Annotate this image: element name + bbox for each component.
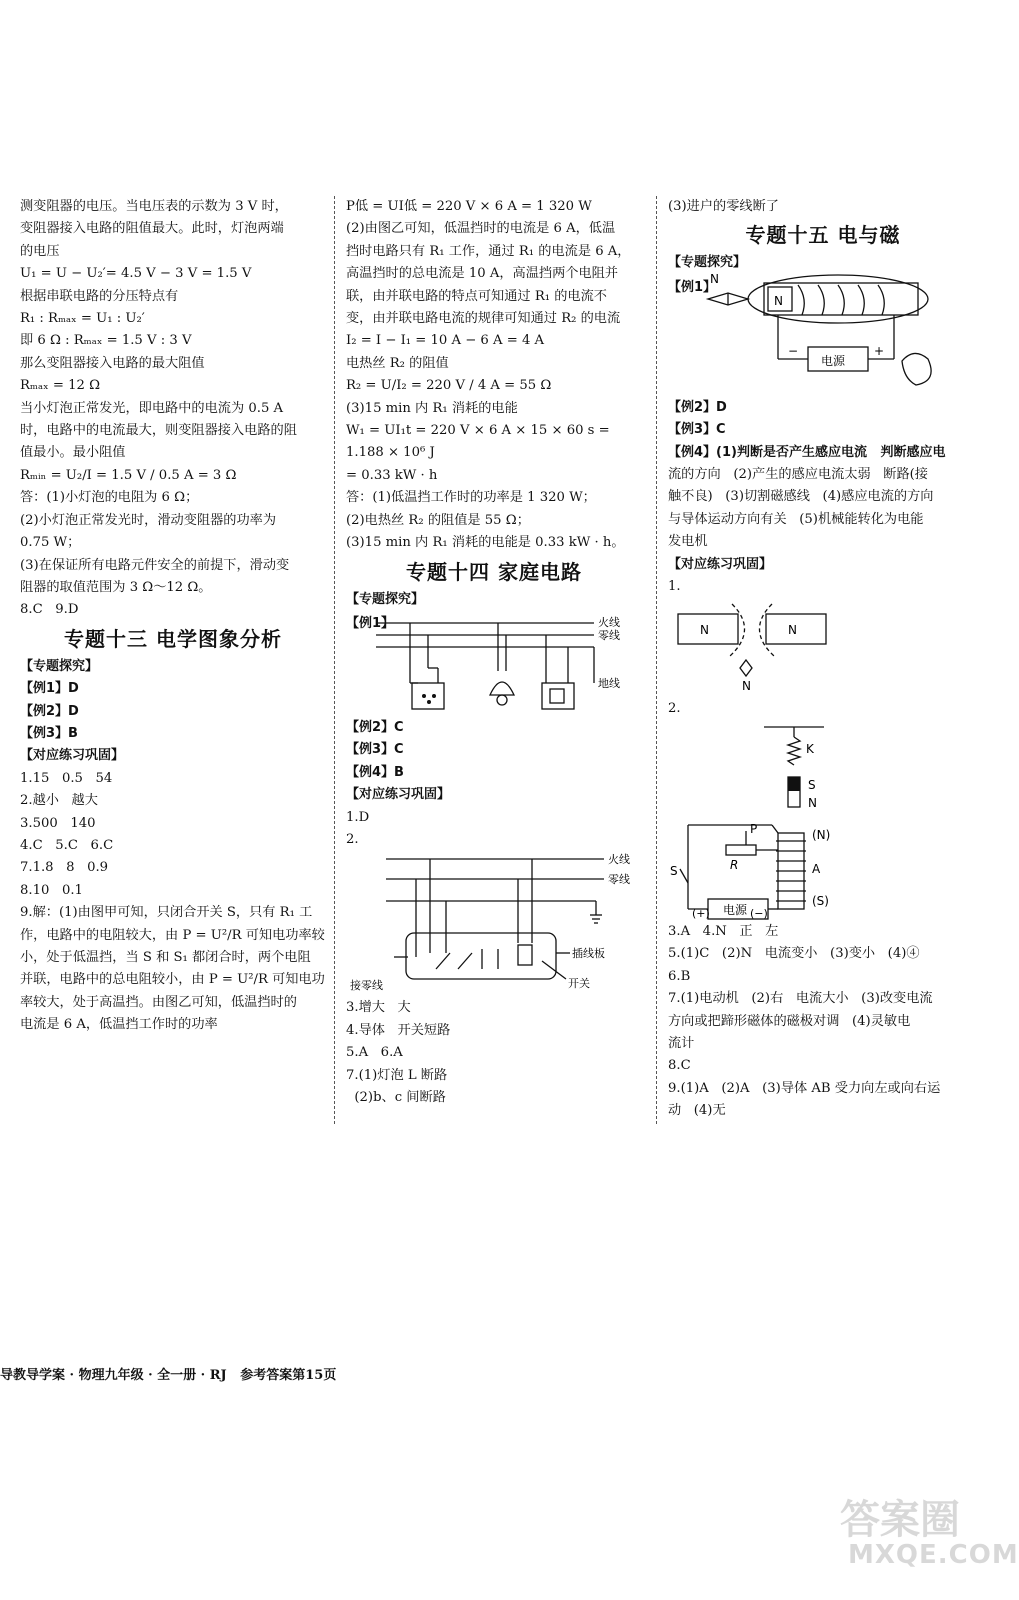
column-1-answers <box>20 656 326 1037</box>
column-2-lines <box>346 196 642 555</box>
text-line: 【例3】B <box>20 725 78 741</box>
text-line: 8.C <box>668 1058 691 1074</box>
fire-line-label: 火线 <box>598 615 620 629</box>
text-line: 方向或把蹄形磁体的磁极对调 (4)灵敏电 <box>668 1013 911 1029</box>
watermark-text: 答案圈 <box>840 1497 960 1543</box>
text-line: 阻器的取值范围为 3 Ω～12 Ω。 <box>20 579 212 595</box>
text-line: P低 = UI低 = 220 V × 6 A = 1 320 W <box>346 199 592 214</box>
text-line: U₁ = U − U₂′= 4.5 V − 3 V = 1.5 V <box>20 266 252 282</box>
slider-p-label: P <box>750 821 758 836</box>
text-line: 发电机 <box>668 534 708 550</box>
example-1-label: 【例1】 <box>346 615 395 631</box>
column-divider <box>334 196 335 1124</box>
text-line: 【例4】(1)判断是否产生感应电流 判断感应电 <box>668 444 946 460</box>
item-2-label: 2. <box>668 701 681 717</box>
magnet-n-label: N <box>808 795 817 810</box>
text-line: 变，由并联电路电流的规律可知通过 R₂ 的电流 <box>346 311 621 327</box>
text-line: 5.A 6.A <box>346 1045 403 1061</box>
text-line: 触不良) (3)切割磁感线 (4)感应电流的方向 <box>668 489 934 505</box>
coil-n-label: (N) <box>812 827 831 842</box>
electromagnet-figure <box>668 271 978 397</box>
text-line: 0.75 W； <box>20 535 81 551</box>
text-line: 【例2】D <box>20 703 79 719</box>
text-line: 1.15 0.5 54 <box>20 770 113 786</box>
text-line: 动 (4)无 <box>668 1103 726 1119</box>
text-line: 答：(1)低温挡工作时的功率是 1 320 W； <box>346 490 596 506</box>
magnet-s-label: S <box>808 777 816 792</box>
text-line: 8.10 0.1 <box>20 882 83 898</box>
text-line: 【对应练习巩固】 <box>668 556 773 572</box>
minus-label: (−) <box>750 906 768 920</box>
text-line: 2. <box>346 831 359 847</box>
text-line: = 0.33 kW · h <box>346 467 438 483</box>
plus-terminal-label: + <box>874 343 885 358</box>
example-1-label: 【例1】 <box>668 279 717 295</box>
text-line: 8.C 9.D <box>20 602 79 618</box>
watermark-url: MXQE.COM <box>848 1540 1019 1570</box>
text-line: 联，由并联电路的特点可知通过 R₁ 的电流不 <box>346 288 607 304</box>
spring-k-label: K <box>806 741 814 756</box>
left-magnet-n-label: N <box>700 623 709 638</box>
heading-topic-15: 专题十五 电与磁 <box>745 223 901 248</box>
household-circuit-diagram-2 <box>346 853 642 995</box>
text-line: 电流是 6 A，低温挡工作时的功率 <box>20 1017 218 1033</box>
text-line: 挡时电路只有 R₁ 工作，通过 R₁ 的电流是 6 A， <box>346 243 631 259</box>
text-line: 3.增大 大 <box>346 1000 411 1016</box>
text-line: 小，处于低温挡，当 S 和 S₁ 都闭合时，两个电阻 <box>20 950 311 965</box>
switch-s-label: S <box>670 863 678 878</box>
text-line: R₁ : Rₘₐₓ = U₁ : U₂′ <box>20 311 145 327</box>
text-line: 高温挡时的总电流是 10 A，高温挡两个电阻并 <box>346 266 619 282</box>
plus-label: (+) <box>692 906 710 920</box>
text-line: 【例4】B <box>346 764 404 780</box>
text-line: 并联，电路中的总电阻较小，由 P = U²/R 可知电功 <box>20 972 325 988</box>
section-explore: 【专题探究】 <box>346 591 425 607</box>
text-line: (3)15 min 内 R₁ 消耗的电能是 0.33 kW · h。 <box>346 535 625 551</box>
magnet-field-diagram <box>668 600 978 696</box>
text-line: 作，电路中的电阻较大，由 P = U²/R 可知电功率较 <box>20 927 325 943</box>
coil-s-label: (S) <box>812 893 829 908</box>
text-line: 7.(1)电动机 (2)右 电流大小 (3)改变电流 <box>668 991 933 1007</box>
answer-line: (3)进户的零线断了 <box>668 199 779 214</box>
text-line: (2)电热丝 R₂ 的阻值是 55 Ω； <box>346 512 530 528</box>
neutral-line-label-2: 零线 <box>608 873 630 887</box>
neutral-wire-label: 接零线 <box>350 979 383 993</box>
rheostat-r-label: R <box>730 857 739 872</box>
text-line: 7.(1)灯泡 L 断路 <box>346 1067 448 1083</box>
text-line: 1. <box>668 579 681 595</box>
ground-line-label: 地线 <box>598 676 620 690</box>
text-line: 流的方向 (2)产生的感应电流太弱 断路(接 <box>668 467 928 483</box>
text-line: (3)15 min 内 R₁ 消耗的电能 <box>346 400 518 416</box>
power-source-label: 电源 <box>723 902 748 917</box>
column-3-answers <box>668 397 978 599</box>
heading-topic-14: 专题十四 家庭电路 <box>406 559 582 584</box>
text-line: 3.A 4.N 正 左 <box>668 923 779 939</box>
text-line: 【专题探究】 <box>20 658 99 674</box>
compass-n-label: N <box>742 679 751 694</box>
text-line: 变阻器接入电路的阻值最大。此时，灯泡两端 <box>20 221 284 237</box>
fire-line-label-2: 火线 <box>608 853 630 867</box>
text-line: 【例3】C <box>346 742 404 758</box>
electromagnet-circuit-diagram <box>668 723 978 919</box>
source-label: 电源 <box>821 353 846 368</box>
text-line: Rₘᵢₙ = U₂/I = 1.5 V / 0.5 A = 3 Ω <box>20 467 237 483</box>
text-line: 9.解：(1)由图甲可知，只闭合开关 S，只有 R₁ 工 <box>20 905 313 921</box>
text-line: 6.B <box>668 968 691 984</box>
text-line: 率较大，处于高温挡。由图乙可知，低温挡时的 <box>20 994 297 1010</box>
text-line: 【例2】D <box>668 399 727 415</box>
text-line: 5.(1)C (2)N 电流变小 (3)变小 (4)④ <box>668 946 920 962</box>
column-3 <box>668 196 978 1123</box>
column-2-answers-2 <box>346 997 642 1109</box>
needle-n-label: N <box>710 271 719 286</box>
text-line: 【例2】C <box>346 719 404 735</box>
text-line: Rₘₐₓ = 12 Ω <box>20 378 101 394</box>
text-line: W₁ = UI₁t = 220 V × 6 A × 15 × 60 s = 1.188 × 10⁶ J <box>346 423 614 461</box>
column-2 <box>346 196 642 1109</box>
text-line: 【对应练习巩固】 <box>20 748 125 764</box>
text-line: 的电压 <box>20 243 60 259</box>
neutral-line-label: 零线 <box>598 628 620 642</box>
column-3-answers-2 <box>668 921 978 1123</box>
text-line: 电热丝 R₂ 的阻值 <box>346 355 449 371</box>
text-line: 1.D <box>346 809 370 825</box>
minus-terminal-label: − <box>788 343 799 358</box>
column-1 <box>20 196 326 1037</box>
page-footer: 导教导学案 · 物理九年级 · 全一册 · RJ 参考答案第15页 <box>0 1368 337 1383</box>
heading-topic-13: 专题十三 电学图象分析 <box>64 626 282 651</box>
text-line: 流计 <box>668 1035 695 1051</box>
text-line: 当小灯泡正常发光，即电路中的电流为 0.5 A <box>20 400 284 416</box>
text-line: 时，电路中的电流最大，则变阻器接入电路的阻 <box>20 423 297 439</box>
column-1-lines <box>20 196 326 622</box>
text-line: 根据串联电路的分压特点有 <box>20 288 179 304</box>
household-circuit-figure-1 <box>346 613 642 717</box>
core-n-label: N <box>774 293 783 308</box>
switch-label: 开关 <box>568 977 590 991</box>
text-line: I₂ = I − I₁ = 10 A − 6 A = 4 A <box>346 333 545 349</box>
text-line: 4.导体 开关短路 <box>346 1022 451 1038</box>
text-line: 【例3】C <box>668 422 726 438</box>
text-line: 即 6 Ω : Rₘₐₓ = 1.5 V : 3 V <box>20 333 192 349</box>
text-line: (3)在保证所有电路元件安全的前提下，滑动变 <box>20 557 290 573</box>
text-line: (2)小灯泡正常发光时，滑动变阻器的功率为 <box>20 512 277 528</box>
text-line: 2.越小 越大 <box>20 793 98 809</box>
text-line: 答：(1)小灯泡的电阻为 6 Ω； <box>20 490 199 506</box>
text-line: 9.(1)A (2)A (3)导体 AB 受力向左或向右运 <box>668 1080 941 1096</box>
text-line: (2)b、c 间断路 <box>346 1089 446 1105</box>
text-line: 【对应练习巩固】 <box>346 787 451 803</box>
text-line: (2)由图乙可知，低温挡时的电流是 6 A，低温 <box>346 221 616 237</box>
text-line: 3.500 140 <box>20 815 96 831</box>
socket-label: 插线板 <box>572 947 605 961</box>
text-line: 测变阻器的电压。当电压表的示数为 3 V 时， <box>20 199 288 214</box>
section-explore: 【专题探究】 <box>668 255 747 271</box>
text-line: R₂ = U/I₂ = 220 V / 4 A = 55 Ω <box>346 378 552 394</box>
text-line: 7.1.8 8 0.9 <box>20 860 109 876</box>
right-magnet-n-label: N <box>788 623 797 638</box>
text-line: 值最小。最小阻值 <box>20 445 126 461</box>
coil-a-label: A <box>812 861 821 876</box>
text-line: 那么变阻器接入电路的最大阻值 <box>20 355 205 371</box>
column-2-answers <box>346 717 642 851</box>
watermark-logo <box>840 1488 1019 1578</box>
text-line: 【例1】D <box>20 681 79 697</box>
text-line: 与导体运动方向有关 (5)机械能转化为电能 <box>668 511 924 527</box>
column-divider-2 <box>656 196 657 1124</box>
text-line: 4.C 5.C 6.C <box>20 837 114 853</box>
